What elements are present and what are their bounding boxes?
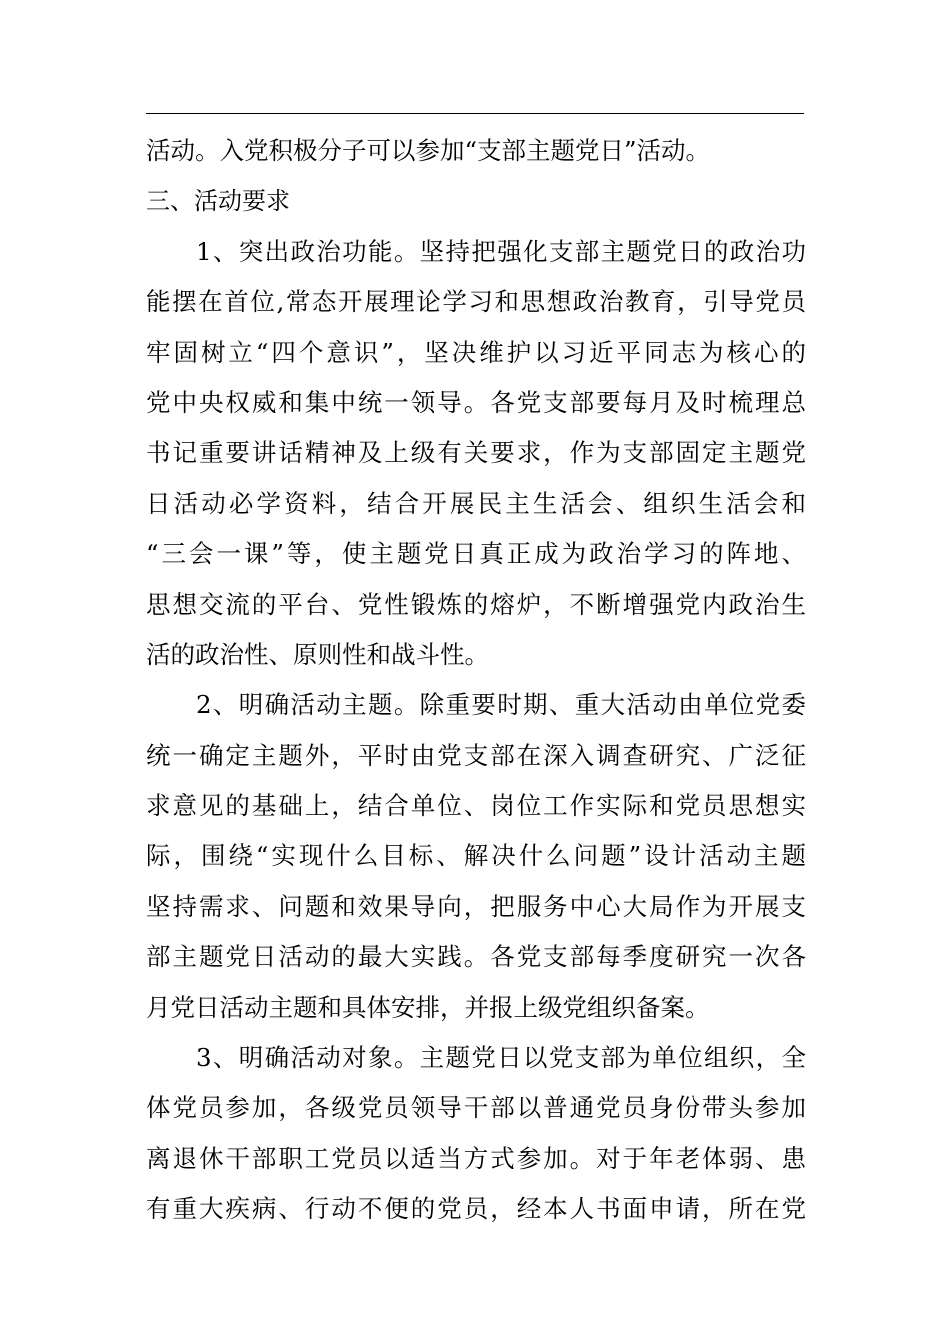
text-line: 统一确定主题外，平时由党支部在深入调查研究、广泛征 [146, 740, 806, 770]
text-line: 书记重要讲话精神及上级有关要求，作为支部固定主题党 [146, 438, 806, 468]
text-line: 活动。入党积极分子可以参加“支部主题党日”活动。 [146, 136, 711, 165]
text-line: 活的政治性、原则性和战斗性。 [146, 639, 489, 669]
text-line: 日活动必学资料，结合开展民主生活会、组织生活会和 [146, 488, 806, 518]
text-line: 坚持需求、问题和效果导向，把服务中心大局作为开展支 [146, 891, 806, 921]
text-line: 能摆在首位,常态开展理论学习和思想政治教育，引导党员 [146, 287, 806, 317]
text-line: 有重大疾病、行动不便的党员，经本人书面申请，所在党 [146, 1194, 806, 1224]
header-rule [146, 113, 804, 114]
text-line: 2、明确活动主题。除重要时期、重大活动由单位党委 [196, 690, 806, 720]
text-line: 3、明确活动对象。主题党日以党支部为单位组织，全 [196, 1043, 806, 1073]
text-line: “三会一课”等，使主题党日真正成为政治学习的阵地、 [146, 539, 806, 569]
text-line: 部主题党日活动的最大实践。各党支部每季度研究一次各 [146, 942, 806, 972]
text-line: 思想交流的平台、党性锻炼的熔炉，不断增强党内政治生 [146, 589, 806, 619]
section-heading: 三、活动要求 [146, 187, 290, 216]
text-line: 离退休干部职工党员以适当方式参加。对于年老体弱、患 [146, 1143, 806, 1173]
body-text [146, 126, 806, 1235]
text-line: 月党日活动主题和具体安排，并报上级党组织备案。 [146, 992, 710, 1022]
text-line: 际，围绕“实现什么目标、解决什么问题”设计活动主题 [146, 841, 806, 871]
text-line: 体党员参加，各级党员领导干部以普通党员身份带头参加 [146, 1093, 806, 1123]
text-line: 求意见的基础上，结合单位、岗位工作实际和党员思想实 [146, 791, 806, 821]
text-line: 党中央权威和集中统一领导。各党支部要每月及时梳理总 [146, 387, 806, 417]
text-line: 牢固树立“四个意识”，坚决维护以习近平同志为核心的 [146, 337, 806, 367]
text-line: 1、突出政治功能。坚持把强化支部主题党日的政治功 [196, 236, 806, 266]
